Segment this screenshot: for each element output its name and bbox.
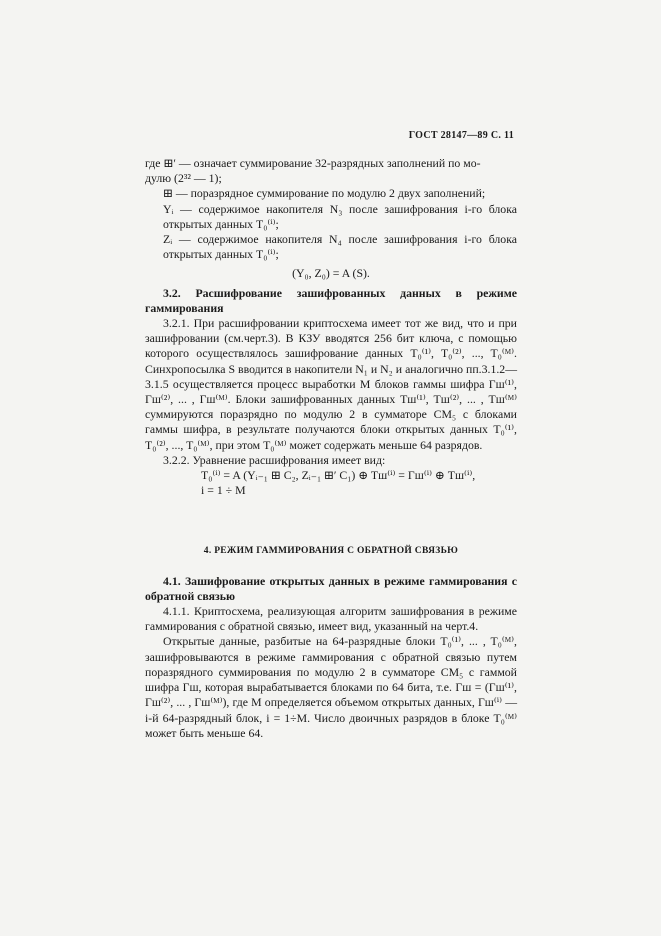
- paragraph-4-1-2: Открытые данные, разбитые на 64-разрядные блоки T₀⁽¹⁾, ... , T₀⁽ᴹ⁾, зашифровываются в режиме гаммирования с обратной связью путем поразрядного суммирования по модулю 2 в сумматоре CM₅ с гаммой шифра Гш, которая вырабатывается блоками по 64 бита, т.е. Гш = (Гш⁽¹⁾, Гш⁽²⁾, ... , Гш⁽ᴹ⁾), где M определяется объемом открытых данных, Гш⁽ⁱ⁾ — i-й 64-разрядный блок, i = 1÷M. Число двоичных разрядов в блоке T₀⁽ᴹ⁾ может быть меньше 64.: [145, 634, 517, 740]
- body-text: [145, 156, 517, 741]
- paragraph-4-1-1: 4.1.1. Криптосхема, реализующая алгоритм зашифрования в режиме гаммирования с обратной связью, имеет вид, указанный на черт.4.: [145, 604, 517, 634]
- definition-line-1: где ⊞′ — означает суммирование 32-разрядных заполнений по мо-: [145, 156, 481, 170]
- running-head: ГОСТ 28147—89 С. 11: [408, 130, 514, 141]
- decryption-equation: T₀⁽ⁱ⁾ = A (Yᵢ₋₁ ⊞ C₂, Zᵢ₋₁ ⊞′ C₁) ⊕ Tш⁽ⁱ⁾ = Гш⁽ⁱ⁾ ⊕ Tш⁽ⁱ⁾,: [201, 468, 476, 483]
- definition-z: Zᵢ — содержимое накопителя N₄ после зашифрования i-го блока открытых данных T₀⁽ⁱ⁾;: [163, 232, 517, 262]
- equation-range: i = 1 ÷ M: [201, 483, 246, 498]
- section-4-1-heading: 4.1. Зашифрование открытых данных в режиме гаммирования с обратной связью: [145, 573, 517, 603]
- definition-y: Yᵢ — содержимое накопителя N₃ после зашифрования i-го блока открытых данных T₀⁽ⁱ⁾;: [163, 201, 517, 231]
- paragraph-3-2-1: 3.2.1. При расшифровании криптосхема имеет тот же вид, что и при зашифровании (см.черт.3). В КЗУ вводятся 256 бит ключа, с помощью которого осуществлялось зашифрование данных T₀⁽¹⁾, T₀⁽²⁾, ..., T₀⁽ᴹ⁾. Синхропосылка S вводится в накопители N₁ и N₂ и аналогично пп.3.1.2—3.1.5 осуществляется процесс выработки M блоков гаммы шифра Гш⁽¹⁾, Гш⁽²⁾, ... , Гш⁽ᴹ⁾. Блоки зашифрованных данных Tш⁽¹⁾, Tш⁽²⁾, ... , Tш⁽ᴹ⁾ суммируются поразрядно по модулю 2 в сумматоре CM₅ с блоками гаммы шифра, в результате получаются блоки открытых данных T₀⁽¹⁾, T₀⁽²⁾, ..., T₀⁽ᴹ⁾, при этом T₀⁽ᴹ⁾ может содержать меньше 64 разрядов.: [145, 316, 517, 452]
- section-4-heading: 4. РЕЖИМ ГАММИРОВАНИЯ С ОБРАТНОЙ СВЯЗЬЮ: [203, 546, 459, 557]
- section-3-2-heading: 3.2. Расшифрование зашифрованных данных в режиме гаммирования: [145, 285, 517, 315]
- definition-xor: ⊞ — поразрядное суммирование по модулю 2 двух заполнений;: [163, 186, 486, 201]
- initial-state-formula: (Y₀, Z₀) = A (S).: [292, 266, 370, 281]
- definition-line-2: дулю (2³² — 1);: [145, 171, 222, 186]
- paragraph-3-2-2: 3.2.2. Уравнение расшифрования имеет вид:: [163, 452, 386, 467]
